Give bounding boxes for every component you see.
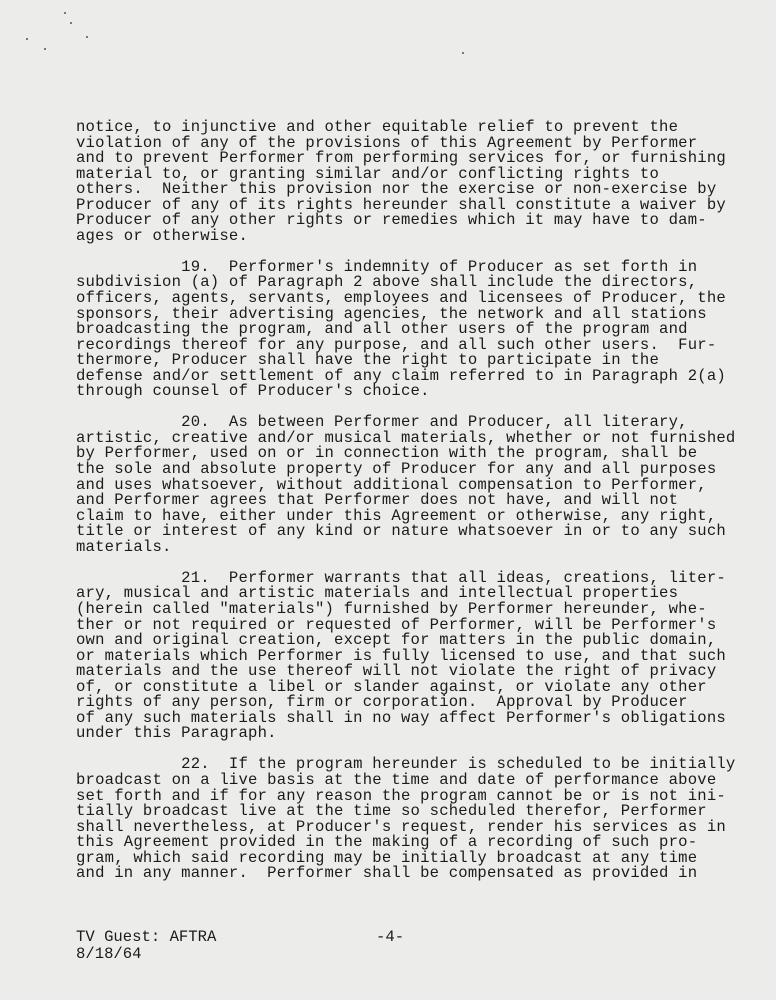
text-line: own and original creation, except for matters in the public domain, xyxy=(76,631,717,650)
text-line: artistic, creative and/or musical materials, whether or not furnished xyxy=(76,428,736,447)
body-text xyxy=(76,118,736,883)
text-line: defense and/or settlement of any claim referred to in Paragraph 2(a) xyxy=(76,366,726,385)
paragraph xyxy=(76,257,726,401)
text-line: others. Neither this provision nor the exercise or non-exercise by xyxy=(76,180,717,199)
text-line: broadcasting the program, and all other users of the program and xyxy=(76,320,688,339)
text-line: (herein called "materials") furnished by Performer hereunder, whe- xyxy=(76,599,707,618)
text-line: broadcast on a live basis at the time and date of performance above xyxy=(76,770,717,789)
text-line: violation of any of the provisions of this Agreement by Performer xyxy=(76,133,698,152)
text-line: 21. Performer warrants that all ideas, creations, liter- xyxy=(76,568,726,587)
text-line: material to, or granting similar and/or conflicting rights to xyxy=(76,164,660,183)
page-number: -4- xyxy=(376,928,405,946)
text-line: ther or not required or requested of Performer, will be Performer's xyxy=(76,615,717,634)
text-line: materials and the use thereof will not violate the right of privacy xyxy=(76,662,717,681)
text-line: gram, which said recording may be initially broadcast at any time xyxy=(76,848,698,867)
text-line: rights of any person, firm or corporation. Approval by Producer xyxy=(76,693,688,712)
text-line: the sole and absolute property of Producer for any and all purposes xyxy=(76,460,717,479)
paragraph xyxy=(76,755,736,883)
scan-speck xyxy=(26,38,28,40)
text-line: of, or constitute a libel or slander against, or violate any other xyxy=(76,677,707,696)
scan-speck xyxy=(70,22,72,24)
text-line: 22. If the program hereunder is scheduled to be initially xyxy=(76,755,736,774)
text-line: Producer of any of its rights hereunder shall constitute a waiver by xyxy=(76,195,726,214)
text-line: and in any manner. Performer shall be compensated as provided in xyxy=(76,864,698,883)
text-line: subdivision (a) of Paragraph 2 above shall include the directors, xyxy=(76,273,698,292)
text-line: or materials which Performer is fully licensed to use, and that such xyxy=(76,646,726,665)
scan-speck xyxy=(44,48,46,50)
text-line: set forth and if for any reason the program cannot be or is not ini- xyxy=(76,786,726,805)
text-line: 20. As between Performer and Producer, all literary, xyxy=(76,413,688,432)
text-line: claim to have, either under this Agreement or otherwise, any right, xyxy=(76,506,717,525)
footer-left xyxy=(76,929,216,963)
text-line: and uses whatsoever, without additional compensation to Performer, xyxy=(76,475,707,494)
text-line: notice, to injunctive and other equitable relief to prevent the xyxy=(76,118,679,136)
text-line: by Performer, used on or in connection with the program, shall be xyxy=(76,444,698,463)
text-line: under this Paragraph. xyxy=(76,724,277,743)
text-line: shall nevertheless, at Producer's request, render his services as in xyxy=(76,817,726,836)
text-line: recordings thereof for any purpose, and all such other users. Fur- xyxy=(76,335,717,354)
text-line: Producer of any other rights or remedies which it may have to dam- xyxy=(76,211,707,230)
paragraph xyxy=(76,118,726,245)
text-line: and to prevent Performer from performing services for, or furnishing xyxy=(76,149,726,168)
scan-speck xyxy=(86,36,88,38)
text-line: of any such materials shall in no way affect Performer's obligations xyxy=(76,708,726,727)
text-line: ages or otherwise. xyxy=(76,226,249,245)
footer-doc-label: TV Guest: AFTRA xyxy=(76,928,217,946)
text-line: officers, agents, servants, employees and licensees of Producer, the xyxy=(76,289,726,308)
text-line: this Agreement provided in the making of a recording of such pro- xyxy=(76,833,698,852)
paragraph xyxy=(76,568,726,743)
text-line: 19. Performer's indemnity of Producer as set forth in xyxy=(76,257,698,276)
text-line: materials. xyxy=(76,537,172,556)
paragraph xyxy=(76,413,736,556)
footer-date: 8/18/64 xyxy=(76,945,142,963)
scan-speck xyxy=(64,12,66,14)
text-line: through counsel of Producer's choice. xyxy=(76,382,430,401)
text-line: thermore, Producer shall have the right to participate in the xyxy=(76,351,660,370)
text-line: and Performer agrees that Performer does not have, and will not xyxy=(76,491,679,510)
text-line: sponsors, their advertising agencies, the network and all stations xyxy=(76,304,707,323)
text-line: ary, musical and artistic materials and intellectual properties xyxy=(76,584,679,603)
scan-speck xyxy=(462,52,464,54)
text-line: title or interest of any kind or nature whatsoever in or to any such xyxy=(76,522,726,541)
text-line: tially broadcast live at the time so scheduled therefor, Performer xyxy=(76,802,707,821)
